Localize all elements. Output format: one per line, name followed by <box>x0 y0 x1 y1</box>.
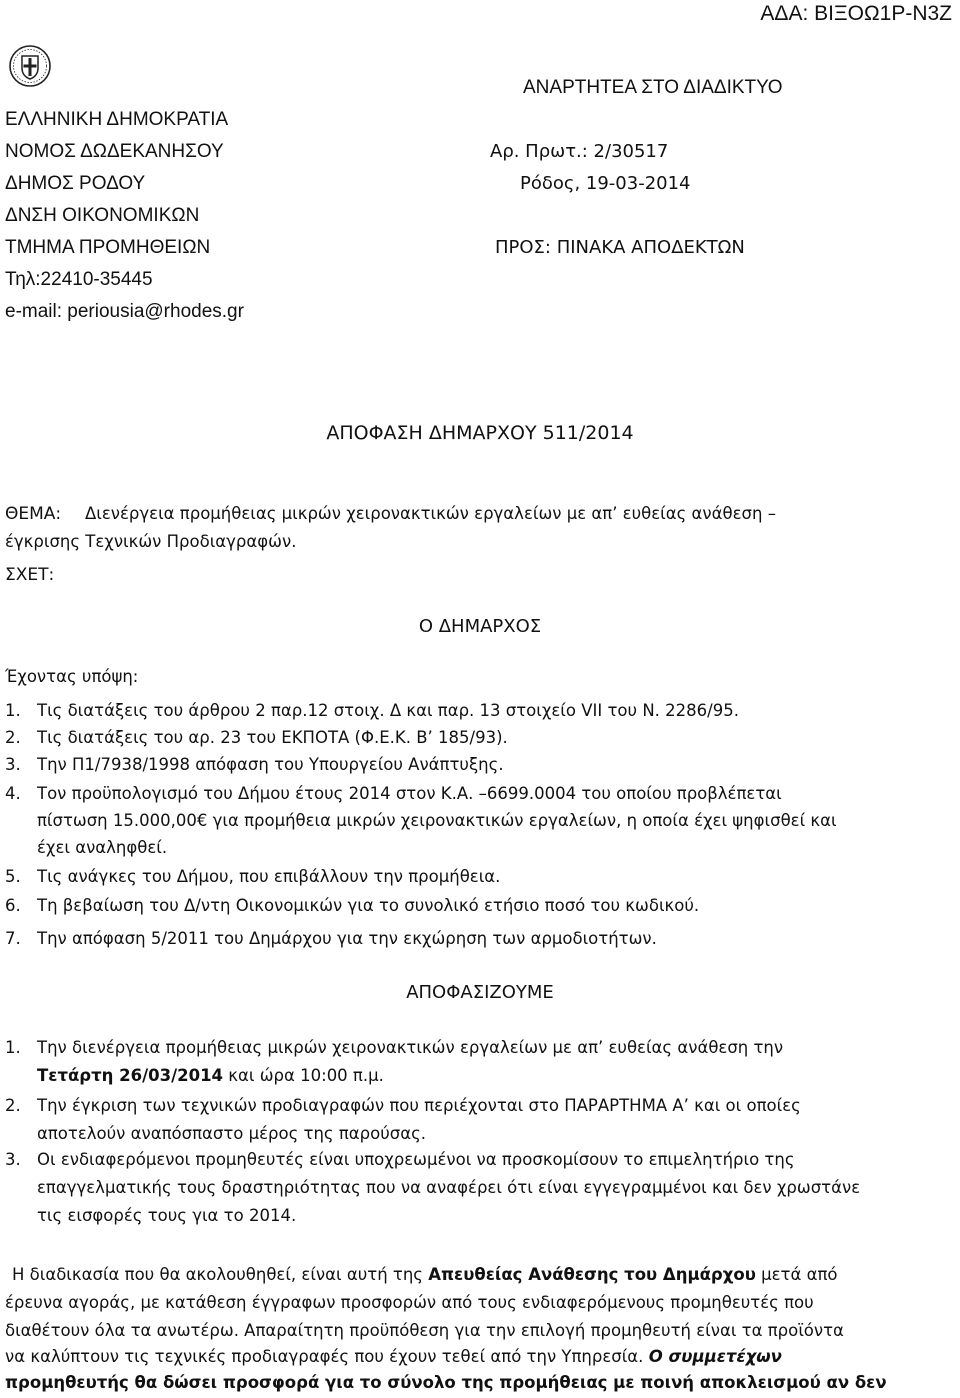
item-text: Τη βεβαίωση του Δ/ντη Οικονομικών για το συνολικό ετήσιο ποσό του κωδικού. <box>37 896 700 915</box>
item-number: 1. <box>5 701 21 720</box>
procedure-text: να καλύπτουν τις τεχνικές προδιαγραφές που έχουν τεθεί από την Υπηρεσία. <box>5 1347 644 1366</box>
consideration-item <box>0 929 960 957</box>
consideration-item <box>0 867 960 895</box>
header-email: e-mail: periousia@rhodes.gr <box>5 301 244 322</box>
decision-item <box>0 1096 960 1152</box>
header-directorate: ΔΝΣΗ ΟΙΚΟΝΟΜΙΚΩΝ <box>5 205 200 226</box>
procedure-line-5: προμηθευτής θα δώσει προσφορά για το σύνολο της προμήθειας με ποινή αποκλεισμού αν δεν <box>5 1373 887 1392</box>
decision-item <box>0 1150 960 1234</box>
item-text: Την έγκριση των τεχνικών προδιαγραφών που περιέχονται στο ΠΑΡΑΡΤΗΜΑ Α’ και οι οποίες <box>37 1096 801 1115</box>
decision-title: ΑΠΟΦΑΣΗ ΔΗΜΑΡΧΟΥ 511/2014 <box>326 422 634 444</box>
procedure-line-2: έρευνα αγοράς, με κατάθεση έγγραφων προσφορών από τους ενδιαφερόμενους προμηθευτές που <box>5 1293 814 1312</box>
item-text: αποτελούν αναπόσπαστο μέρος της παρούσας. <box>37 1124 427 1143</box>
procedure-text: Η διαδικασία που θα ακολουθηθεί, είναι αυτή της <box>12 1265 429 1284</box>
header-phone: Τηλ:22410-35445 <box>5 269 153 290</box>
item-number: 3. <box>5 755 21 774</box>
item-text: Τον προϋπολογισμό του Δήμου έτους 2014 στον Κ.Α. –6699.0004 του οποίου προβλέπεται <box>37 784 782 803</box>
item-number: 4. <box>5 784 21 803</box>
item-text: Τις διατάξεις του αρ. 23 του ΕΚΠΟΤΑ (Φ.Ε.Κ. Β’ 185/93). <box>37 728 508 747</box>
item-text: Οι ενδιαφερόμενοι προμηθευτές είναι υποχρεωμένοι να προσκομίσουν το επιμελητήριο της <box>37 1150 795 1169</box>
greek-emblem-icon <box>8 44 52 88</box>
item-text: τις εισφορές τους για το 2014. <box>37 1206 297 1225</box>
ada-code: ΑΔΑ: ΒΙΞΟΩ1Ρ-Ν3Ζ <box>760 2 952 25</box>
consideration-item <box>0 701 960 729</box>
item-text <box>37 1066 384 1085</box>
header-republic: ΕΛΛΗΝΙΚΗ ΔΗΜΟΚΡΑΤΙΑ <box>5 109 229 130</box>
header-municipality: ΔΗΜΟΣ ΡΟΔΟΥ <box>5 173 146 194</box>
procedure-bold-italic: Ο συμμετέχων <box>648 1347 782 1366</box>
item-number: 5. <box>5 867 21 886</box>
item-number: 1. <box>5 1038 21 1057</box>
procedure-bold: Απευθείας Ανάθεσης του Δημάρχου <box>428 1265 756 1284</box>
consideration-item <box>0 784 960 868</box>
procedure-text: μετά από <box>755 1265 838 1284</box>
procedure-line-4 <box>5 1347 782 1366</box>
item-number: 3. <box>5 1150 21 1169</box>
item-text: Τις διατάξεις του άρθρου 2 παρ.12 στοιχ. Δ και παρ. 13 στοιχείο VII του Ν. 2286/95. <box>37 701 739 720</box>
subject-label: ΘΕΜΑ: <box>5 504 62 524</box>
mayor-heading: Ο ΔΗΜΑΡΧΟΣ <box>418 616 542 637</box>
protocol-number: Αρ. Πρωτ.: 2/30517 <box>490 141 669 162</box>
consideration-item <box>0 896 960 924</box>
item-text: έχει αναληφθεί. <box>37 838 168 857</box>
item-text: Την απόφαση 5/2011 του Δημάρχου για την εκχώρηση των αρμοδιοτήτων. <box>37 929 657 948</box>
subject-line-2: έγκρισης Τεχνικών Προδιαγραφών. <box>5 532 297 551</box>
bold-date: Τετάρτη 26/03/2014 <box>37 1066 224 1085</box>
decide-heading: ΑΠΟΦΑΣΙΖΟΥΜΕ <box>406 982 554 1003</box>
consideration-item <box>0 755 960 783</box>
item-text: πίστωση 15.000,00€ για προμήθεια μικρών χειρονακτικών εργαλείων, η οποία έχει ψηφισθεί και <box>37 811 837 830</box>
item-text: Την Π1/7938/1998 απόφαση του Υπουργείου Ανάπτυξης. <box>37 755 504 774</box>
item-number: 6. <box>5 896 21 915</box>
header-prefecture: ΝΟΜΟΣ ΔΩΔΕΚΑΝΗΣΟΥ <box>5 141 224 162</box>
procedure-line-1 <box>12 1265 837 1284</box>
item-text: επαγγελματικής τους δραστηριότητας που να αναφέρει ότι είναι εγγεγραμμένοι και δεν χρωστάνε <box>37 1178 861 1197</box>
header-department: ΤΜΗΜΑ ΠΡΟΜΗΘΕΙΩΝ <box>5 237 211 258</box>
recipients: ΠΡΟΣ: ΠΙΝΑΚΑ ΑΠΟΔΕΚΤΩΝ <box>495 237 745 258</box>
item-number: 2. <box>5 728 21 747</box>
reference-label: ΣΧΕΤ: <box>5 565 55 585</box>
considering-label: Έχοντας υπόψη: <box>5 667 139 686</box>
time-text: και ώρα 10:00 π.μ. <box>223 1066 384 1085</box>
decision-item <box>0 1038 960 1094</box>
subject-line-1: Διενέργεια προμήθειας μικρών χειρονακτικών εργαλείων με απ’ ευθείας ανάθεση – <box>85 504 776 523</box>
item-text: Την διενέργεια προμήθειας μικρών χειρονακτικών εργαλείων με απ’ ευθείας ανάθεση την <box>37 1038 784 1057</box>
item-text: Τις ανάγκες του Δήμου, που επιβάλλουν την προμήθεια. <box>37 867 501 886</box>
procedure-line-3: διαθέτουν όλα τα ανωτέρω. Απαραίτητη προϋπόθεση για την επιλογή προμηθευτή είναι τα προϊόντα <box>5 1321 844 1340</box>
consideration-item <box>0 728 960 756</box>
posted-online-note: ΑΝΑΡΤΗΤΕΑ ΣΤΟ ΔΙΑΔΙΚΤΥΟ <box>523 77 783 98</box>
item-number: 2. <box>5 1096 21 1115</box>
item-number: 7. <box>5 929 21 948</box>
document-date: Ρόδος, 19-03-2014 <box>520 173 691 194</box>
